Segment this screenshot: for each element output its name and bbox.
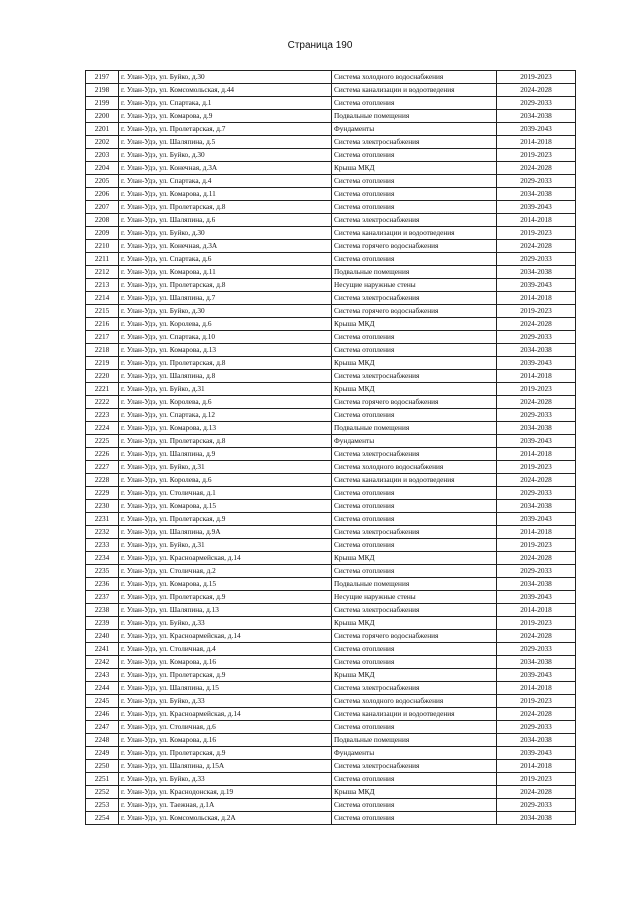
address-cell: г. Улан-Удэ, ул. Комарова, д.15 (119, 578, 332, 591)
row-number: 2201 (86, 123, 119, 136)
row-number: 2209 (86, 227, 119, 240)
period-cell: 2039-2043 (497, 123, 576, 136)
period-cell: 2019-2023 (497, 227, 576, 240)
row-number: 2222 (86, 396, 119, 409)
period-cell: 2014-2018 (497, 448, 576, 461)
table-row (86, 331, 576, 344)
table-row (86, 253, 576, 266)
system-cell: Фундаменты (332, 747, 497, 760)
period-cell: 2024-2028 (497, 396, 576, 409)
table-row (86, 630, 576, 643)
period-cell: 2019-2023 (497, 305, 576, 318)
period-cell: 2029-2033 (497, 97, 576, 110)
system-cell: Система отопления (332, 513, 497, 526)
address-cell: г. Улан-Удэ, ул. Комарова, д.11 (119, 188, 332, 201)
row-number: 2207 (86, 201, 119, 214)
row-number: 2208 (86, 214, 119, 227)
system-cell: Крыша МКД (332, 786, 497, 799)
system-cell: Система отопления (332, 149, 497, 162)
period-cell: 2029-2033 (497, 643, 576, 656)
row-number: 2243 (86, 669, 119, 682)
period-cell: 2019-2023 (497, 383, 576, 396)
system-cell: Система отопления (332, 539, 497, 552)
system-cell: Система отопления (332, 97, 497, 110)
table-row (86, 643, 576, 656)
period-cell: 2034-2038 (497, 110, 576, 123)
period-cell: 2039-2043 (497, 669, 576, 682)
table-row (86, 396, 576, 409)
system-cell: Подвальные помещения (332, 578, 497, 591)
system-cell: Система горячего водоснабжения (332, 305, 497, 318)
row-number: 2242 (86, 656, 119, 669)
row-number: 2228 (86, 474, 119, 487)
table-row (86, 747, 576, 760)
system-cell: Крыша МКД (332, 318, 497, 331)
row-number: 2197 (86, 71, 119, 84)
period-cell: 2019-2023 (497, 773, 576, 786)
table-row (86, 188, 576, 201)
row-number: 2224 (86, 422, 119, 435)
system-cell: Система отопления (332, 812, 497, 825)
period-cell: 2014-2018 (497, 136, 576, 149)
row-number: 2246 (86, 708, 119, 721)
period-cell: 2029-2033 (497, 721, 576, 734)
table-row (86, 695, 576, 708)
address-cell: г. Улан-Удэ, ул. Буйко, д.33 (119, 617, 332, 630)
period-cell: 2019-2023 (497, 539, 576, 552)
system-cell: Система холодного водоснабжения (332, 71, 497, 84)
table-row (86, 123, 576, 136)
period-cell: 2034-2038 (497, 500, 576, 513)
system-cell: Система отопления (332, 175, 497, 188)
row-number: 2229 (86, 487, 119, 500)
period-cell: 2014-2018 (497, 604, 576, 617)
row-number: 2238 (86, 604, 119, 617)
period-cell: 2014-2018 (497, 292, 576, 305)
row-number: 2210 (86, 240, 119, 253)
row-number: 2198 (86, 84, 119, 97)
row-number: 2252 (86, 786, 119, 799)
row-number: 2250 (86, 760, 119, 773)
address-cell: г. Улан-Удэ, ул. Столичная, д.1 (119, 487, 332, 500)
row-number: 2226 (86, 448, 119, 461)
table-row (86, 656, 576, 669)
address-cell: г. Улан-Удэ, ул. Пролетарская, д.9 (119, 669, 332, 682)
row-number: 2249 (86, 747, 119, 760)
period-cell: 2039-2043 (497, 591, 576, 604)
table-row (86, 617, 576, 630)
period-cell: 2029-2033 (497, 565, 576, 578)
period-cell: 2024-2028 (497, 708, 576, 721)
address-cell: г. Улан-Удэ, ул. Столичная, д.4 (119, 643, 332, 656)
system-cell: Крыша МКД (332, 617, 497, 630)
address-cell: г. Улан-Удэ, ул. Буйко, д.33 (119, 695, 332, 708)
table-row (86, 279, 576, 292)
period-cell: 2024-2028 (497, 786, 576, 799)
address-cell: г. Улан-Удэ, ул. Буйко, д.30 (119, 227, 332, 240)
table-row (86, 435, 576, 448)
system-cell: Система отопления (332, 500, 497, 513)
address-cell: г. Улан-Удэ, ул. Пролетарская, д.8 (119, 357, 332, 370)
period-cell: 2029-2033 (497, 331, 576, 344)
period-cell: 2024-2028 (497, 240, 576, 253)
table-row (86, 422, 576, 435)
address-cell: г. Улан-Удэ, ул. Комсомольская, д.2А (119, 812, 332, 825)
table-row (86, 266, 576, 279)
system-cell: Система электроснабжения (332, 604, 497, 617)
system-cell: Система электроснабжения (332, 370, 497, 383)
system-cell: Система отопления (332, 643, 497, 656)
system-cell: Система канализации и водоотведения (332, 227, 497, 240)
system-cell: Система канализации и водоотведения (332, 708, 497, 721)
system-cell: Фундаменты (332, 435, 497, 448)
table-row (86, 162, 576, 175)
system-cell: Система отопления (332, 188, 497, 201)
system-cell: Система горячего водоснабжения (332, 396, 497, 409)
row-number: 2214 (86, 292, 119, 305)
address-cell: г. Улан-Удэ, ул. Комарова, д.13 (119, 422, 332, 435)
row-number: 2218 (86, 344, 119, 357)
row-number: 2241 (86, 643, 119, 656)
table-row (86, 812, 576, 825)
row-number: 2217 (86, 331, 119, 344)
period-cell: 2034-2038 (497, 422, 576, 435)
row-number: 2215 (86, 305, 119, 318)
address-cell: г. Улан-Удэ, ул. Буйко, д.30 (119, 149, 332, 162)
period-cell: 2019-2023 (497, 149, 576, 162)
table-row (86, 773, 576, 786)
system-cell: Система горячего водоснабжения (332, 240, 497, 253)
address-cell: г. Улан-Удэ, ул. Буйко, д.30 (119, 71, 332, 84)
table-row (86, 227, 576, 240)
address-cell: г. Улан-Удэ, ул. Пролетарская, д.9 (119, 747, 332, 760)
address-cell: г. Улан-Удэ, ул. Красноармейская, д.14 (119, 708, 332, 721)
period-cell: 2014-2018 (497, 682, 576, 695)
address-cell: г. Улан-Удэ, ул. Буйко, д.31 (119, 383, 332, 396)
period-cell: 2029-2033 (497, 799, 576, 812)
address-cell: г. Улан-Удэ, ул. Шаляпина, д.9А (119, 526, 332, 539)
table-row (86, 786, 576, 799)
period-cell: 2039-2043 (497, 435, 576, 448)
row-number: 2245 (86, 695, 119, 708)
row-number: 2247 (86, 721, 119, 734)
row-number: 2200 (86, 110, 119, 123)
period-cell: 2024-2028 (497, 318, 576, 331)
row-number: 2251 (86, 773, 119, 786)
table-row (86, 175, 576, 188)
row-number: 2206 (86, 188, 119, 201)
period-cell: 2019-2023 (497, 617, 576, 630)
table-row (86, 526, 576, 539)
address-cell: г. Улан-Удэ, ул. Комарова, д.11 (119, 266, 332, 279)
address-cell: г. Улан-Удэ, ул. Столичная, д.6 (119, 721, 332, 734)
system-cell: Система электроснабжения (332, 760, 497, 773)
table-row (86, 409, 576, 422)
table-row (86, 240, 576, 253)
table-row (86, 305, 576, 318)
row-number: 2223 (86, 409, 119, 422)
system-cell: Система отопления (332, 721, 497, 734)
row-number: 2234 (86, 552, 119, 565)
row-number: 2248 (86, 734, 119, 747)
address-cell: г. Улан-Удэ, ул. Шаляпина, д.8 (119, 370, 332, 383)
period-cell: 2029-2033 (497, 175, 576, 188)
period-cell: 2034-2038 (497, 188, 576, 201)
system-cell: Система отопления (332, 487, 497, 500)
table-row (86, 734, 576, 747)
period-cell: 2029-2033 (497, 409, 576, 422)
address-cell: г. Улан-Удэ, ул. Спартака, д.12 (119, 409, 332, 422)
period-cell: 2034-2038 (497, 266, 576, 279)
table-row (86, 344, 576, 357)
page-number-label: Страница 190 (287, 40, 353, 51)
table-row (86, 201, 576, 214)
row-number: 2205 (86, 175, 119, 188)
address-cell: г. Улан-Удэ, ул. Столичная, д.2 (119, 565, 332, 578)
period-cell: 2019-2023 (497, 461, 576, 474)
row-number: 2219 (86, 357, 119, 370)
address-cell: г. Улан-Удэ, ул. Комарова, д.16 (119, 734, 332, 747)
table-row (86, 487, 576, 500)
period-cell: 2039-2043 (497, 201, 576, 214)
system-cell: Несущие наружные стены (332, 591, 497, 604)
row-number: 2253 (86, 799, 119, 812)
system-cell: Подвальные помещения (332, 266, 497, 279)
address-cell: г. Улан-Удэ, ул. Пролетарская, д.8 (119, 201, 332, 214)
period-cell: 2029-2033 (497, 487, 576, 500)
table-row (86, 357, 576, 370)
system-cell: Система отопления (332, 565, 497, 578)
table-row (86, 552, 576, 565)
address-cell: г. Улан-Удэ, ул. Шаляпина, д.9 (119, 448, 332, 461)
row-number: 2244 (86, 682, 119, 695)
table-row (86, 539, 576, 552)
address-cell: г. Улан-Удэ, ул. Пролетарская, д.8 (119, 279, 332, 292)
system-cell: Система электроснабжения (332, 136, 497, 149)
row-number: 2213 (86, 279, 119, 292)
period-cell: 2019-2023 (497, 695, 576, 708)
period-cell: 2014-2018 (497, 526, 576, 539)
period-cell: 2039-2043 (497, 747, 576, 760)
system-cell: Подвальные помещения (332, 734, 497, 747)
address-cell: г. Улан-Удэ, ул. Шаляпина, д.6 (119, 214, 332, 227)
table-row (86, 591, 576, 604)
period-cell: 2024-2028 (497, 162, 576, 175)
system-cell: Крыша МКД (332, 383, 497, 396)
table-row (86, 97, 576, 110)
address-cell: г. Улан-Удэ, ул. Буйко, д.31 (119, 539, 332, 552)
system-cell: Система электроснабжения (332, 448, 497, 461)
row-number: 2236 (86, 578, 119, 591)
row-number: 2230 (86, 500, 119, 513)
table-row (86, 799, 576, 812)
period-cell: 2024-2028 (497, 552, 576, 565)
system-cell: Система отопления (332, 331, 497, 344)
system-cell: Несущие наружные стены (332, 279, 497, 292)
table-row (86, 474, 576, 487)
table-body (86, 71, 576, 825)
system-cell: Система электроснабжения (332, 292, 497, 305)
table-row (86, 682, 576, 695)
address-cell: г. Улан-Удэ, ул. Шаляпина, д.15А (119, 760, 332, 773)
address-cell: г. Улан-Удэ, ул. Буйко, д.33 (119, 773, 332, 786)
row-number: 2254 (86, 812, 119, 825)
system-cell: Система канализации и водоотведения (332, 84, 497, 97)
row-number: 2240 (86, 630, 119, 643)
row-number: 2235 (86, 565, 119, 578)
row-number: 2199 (86, 97, 119, 110)
address-cell: г. Улан-Удэ, ул. Шаляпина, д.15 (119, 682, 332, 695)
address-cell: г. Улан-Удэ, ул. Пролетарская, д.8 (119, 435, 332, 448)
system-cell: Крыша МКД (332, 669, 497, 682)
table-row (86, 500, 576, 513)
address-cell: г. Улан-Удэ, ул. Пролетарская, д.7 (119, 123, 332, 136)
row-number: 2216 (86, 318, 119, 331)
system-cell: Крыша МКД (332, 162, 497, 175)
address-cell: г. Улан-Удэ, ул. Конечная, д.3А (119, 240, 332, 253)
address-cell: г. Улан-Удэ, ул. Конечная, д.3А (119, 162, 332, 175)
system-cell: Система электроснабжения (332, 682, 497, 695)
row-number: 2225 (86, 435, 119, 448)
table-row (86, 448, 576, 461)
table-row (86, 318, 576, 331)
row-number: 2220 (86, 370, 119, 383)
period-cell: 2034-2038 (497, 578, 576, 591)
address-cell: г. Улан-Удэ, ул. Комарова, д.16 (119, 656, 332, 669)
row-number: 2221 (86, 383, 119, 396)
system-cell: Система отопления (332, 344, 497, 357)
system-cell: Система электроснабжения (332, 214, 497, 227)
period-cell: 2024-2028 (497, 630, 576, 643)
address-cell: г. Улан-Удэ, ул. Королева, д.6 (119, 318, 332, 331)
system-cell: Система отопления (332, 799, 497, 812)
system-cell: Система отопления (332, 253, 497, 266)
table-row (86, 84, 576, 97)
system-cell: Подвальные помещения (332, 110, 497, 123)
repair-schedule-table (85, 70, 576, 825)
system-cell: Система отопления (332, 201, 497, 214)
address-cell: г. Улан-Удэ, ул. Краснодонская, д.19 (119, 786, 332, 799)
address-cell: г. Улан-Удэ, ул. Спартака, д.1 (119, 97, 332, 110)
address-cell: г. Улан-Удэ, ул. Спартака, д.10 (119, 331, 332, 344)
system-cell: Система холодного водоснабжения (332, 695, 497, 708)
system-cell: Система отопления (332, 409, 497, 422)
address-cell: г. Улан-Удэ, ул. Пролетарская, д.9 (119, 591, 332, 604)
period-cell: 2029-2033 (497, 253, 576, 266)
system-cell: Система холодного водоснабжения (332, 461, 497, 474)
row-number: 2233 (86, 539, 119, 552)
address-cell: г. Улан-Удэ, ул. Шаляпина, д.13 (119, 604, 332, 617)
table-row (86, 513, 576, 526)
address-cell: г. Улан-Удэ, ул. Буйко, д.31 (119, 461, 332, 474)
row-number: 2232 (86, 526, 119, 539)
table-row (86, 383, 576, 396)
table-row (86, 578, 576, 591)
period-cell: 2034-2038 (497, 656, 576, 669)
table-row (86, 604, 576, 617)
address-cell: г. Улан-Удэ, ул. Красноармейская, д.14 (119, 630, 332, 643)
system-cell: Система канализации и водоотведения (332, 474, 497, 487)
system-cell: Система горячего водоснабжения (332, 630, 497, 643)
address-cell: г. Улан-Удэ, ул. Шаляпина, д.5 (119, 136, 332, 149)
system-cell: Фундаменты (332, 123, 497, 136)
table-row (86, 214, 576, 227)
table-row (86, 461, 576, 474)
system-cell: Крыша МКД (332, 357, 497, 370)
row-number: 2231 (86, 513, 119, 526)
table-row (86, 669, 576, 682)
period-cell: 2039-2043 (497, 357, 576, 370)
period-cell: 2034-2038 (497, 344, 576, 357)
table-row (86, 760, 576, 773)
row-number: 2204 (86, 162, 119, 175)
address-cell: г. Улан-Удэ, ул. Шаляпина, д.7 (119, 292, 332, 305)
table-row (86, 149, 576, 162)
system-cell: Система отопления (332, 656, 497, 669)
table-row (86, 136, 576, 149)
row-number: 2237 (86, 591, 119, 604)
system-cell: Крыша МКД (332, 552, 497, 565)
system-cell: Подвальные помещения (332, 422, 497, 435)
address-cell: г. Улан-Удэ, ул. Таежная, д.1А (119, 799, 332, 812)
period-cell: 2024-2028 (497, 84, 576, 97)
address-cell: г. Улан-Удэ, ул. Пролетарская, д.9 (119, 513, 332, 526)
row-number: 2239 (86, 617, 119, 630)
period-cell: 2039-2043 (497, 513, 576, 526)
table-row (86, 721, 576, 734)
row-number: 2227 (86, 461, 119, 474)
row-number: 2202 (86, 136, 119, 149)
address-cell: г. Улан-Удэ, ул. Красноармейская, д.14 (119, 552, 332, 565)
system-cell: Система отопления (332, 773, 497, 786)
period-cell: 2014-2018 (497, 370, 576, 383)
address-cell: г. Улан-Удэ, ул. Комарова, д.13 (119, 344, 332, 357)
period-cell: 2019-2023 (497, 71, 576, 84)
row-number: 2203 (86, 149, 119, 162)
table-row (86, 110, 576, 123)
period-cell: 2014-2018 (497, 760, 576, 773)
address-cell: г. Улан-Удэ, ул. Комарова, д.9 (119, 110, 332, 123)
address-cell: г. Улан-Удэ, ул. Комарова, д.15 (119, 500, 332, 513)
address-cell: г. Улан-Удэ, ул. Спартака, д.4 (119, 175, 332, 188)
period-cell: 2014-2018 (497, 214, 576, 227)
system-cell: Система электроснабжения (332, 526, 497, 539)
table-row (86, 565, 576, 578)
period-cell: 2039-2043 (497, 279, 576, 292)
address-cell: г. Улан-Удэ, ул. Королева, д.6 (119, 396, 332, 409)
period-cell: 2024-2028 (497, 474, 576, 487)
row-number: 2212 (86, 266, 119, 279)
row-number: 2211 (86, 253, 119, 266)
table-row (86, 370, 576, 383)
table-row (86, 708, 576, 721)
table-row (86, 292, 576, 305)
address-cell: г. Улан-Удэ, ул. Комсомольская, д.44 (119, 84, 332, 97)
address-cell: г. Улан-Удэ, ул. Буйко, д.30 (119, 305, 332, 318)
period-cell: 2034-2038 (497, 734, 576, 747)
table-row (86, 71, 576, 84)
period-cell: 2034-2038 (497, 812, 576, 825)
address-cell: г. Улан-Удэ, ул. Спартака, д.6 (119, 253, 332, 266)
address-cell: г. Улан-Удэ, ул. Королева, д.6 (119, 474, 332, 487)
